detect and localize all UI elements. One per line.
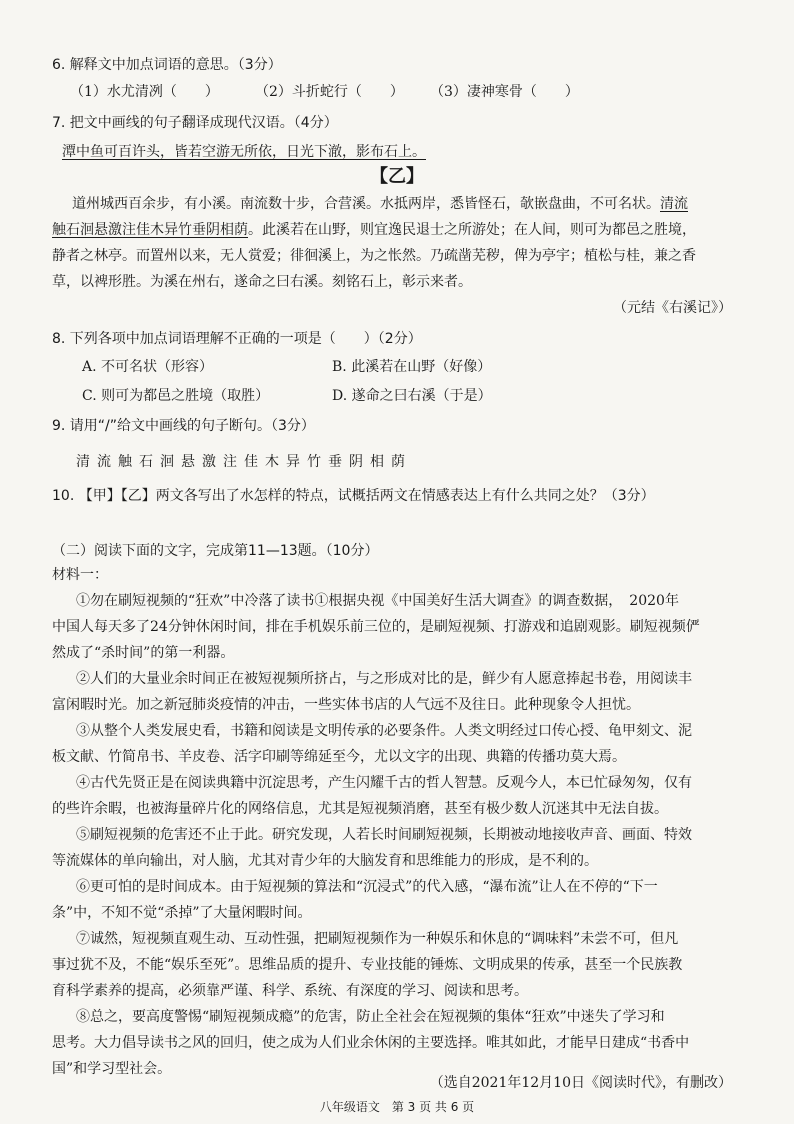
material-1-label: 材料一： (52, 567, 108, 583)
material-paragraph-5-line: 等流媒体的单向输出，对人脑，尤其对青少年的大脑发育和思维能力的形成，是不利的。 (52, 853, 598, 869)
question-9-sentence: 清流触石洄悬激注佳木异竹垂阴相荫 (76, 454, 412, 470)
question-8-stem: 8. 下列各项中加点词语理解不正确的一项是（ ）（2分） (52, 331, 422, 347)
material-paragraph-4-line: ④古代先贤正是在阅读典籍中沉淀思考，产生闪耀千古的哲人智慧。反观今人，本已忙碌匆匆，仅有 (76, 775, 692, 791)
question-6-item-3: （3）凄神寒骨（ ） (430, 84, 579, 100)
page-footer: 八年级语文 第 3 页 共 6 页 (319, 1100, 475, 1114)
passage-yi-text: 道州城西百余步，有小溪。南流数十步，合营溪。水抵两岸，悉皆怪石，欹嵌盘曲，不可名状。 (72, 196, 660, 212)
material-paragraph-1-line: 中国人每天多了24分钟休闲时间，排在手机娱乐前三位的，是刷短视频、打游戏和追剧观影。刷短视频俨 (52, 619, 700, 635)
question-6-item-2: （2）斗折蛇行（ ） (255, 84, 404, 100)
question-7-sentence: 潭中鱼可百许头，皆若空游无所依，日光下澈，影布石上。 (62, 144, 426, 160)
question-6-item-1: （1）水尤清冽（ ） (70, 84, 219, 100)
material-paragraph-3-line: 板文献、竹简帛书、羊皮卷、活字印刷等绵延至今，尤以文字的出现、典籍的传播功莫大焉。 (52, 749, 626, 765)
section-2-heading: （二）阅读下面的文字，完成第11—13题。（10分） (52, 543, 379, 559)
question-8-option-d: D. 遂命之曰右溪（于是） (332, 388, 492, 404)
question-8-option-c: C. 则可为都邑之胜境（取胜） (82, 388, 270, 404)
passage-yi-line-4: 草，以裨形胜。为溪在州右，遂命之曰右溪。刻铭石上，彰示来者。 (52, 274, 472, 290)
passage-yi-source: （元结《右溪记》） (613, 300, 732, 316)
material-paragraph-7-line: 育科学素养的提高，必须靠严谨、科学、系统、有深度的学习、阅读和思考。 (52, 983, 528, 999)
material-1-source: （选自2021年12月10日《阅读时代》，有删改） (429, 1075, 732, 1091)
passage-yi-line-2 (52, 221, 696, 239)
question-10-stem: 10. 【甲】【乙】两文各写出了水怎样的特点，试概括两文在情感表达上有什么共同之处？（3分） (52, 488, 655, 504)
question-9-stem: 9. 请用“/”给文中画线的句子断句。（3分） (52, 418, 315, 434)
passage-yi-underlined-start: 清流 (660, 196, 688, 212)
material-paragraph-3-line: ③从整个人类发展史看，书籍和阅读是文明传承的必要条件。人类文明经过口传心授、龟甲刻文、泥 (76, 723, 692, 739)
question-8-option-b: B. 此溪若在山野（好像） (332, 359, 492, 375)
passage-yi-underlined-sentence: 触石洄悬激注佳木异竹垂阴相荫 (52, 222, 248, 238)
question-7-stem: 7. 把文中画线的句子翻译成现代汉语。（4分） (52, 115, 338, 131)
passage-yi-line-1 (72, 195, 688, 213)
passage-yi-text: 。此溪若在山野，则宜逸民退士之所游处；在人间，则可为都邑之胜境， (248, 222, 696, 238)
material-paragraph-8-line: 思考。大力倡导读书之风的回归，使之成为人们业余休闲的主要选择。唯其如此，才能早日建成“书香中 (52, 1035, 690, 1051)
passage-yi-line-3: 静者之林亭。而置州以来，无人赏爱；徘徊溪上，为之怅然。乃疏凿芜秽，俾为亭宇；植松与桂，兼之香 (52, 248, 696, 264)
material-paragraph-6-line: ⑥更可怕的是时间成本。由于短视频的算法和“沉浸式”的代入感，“瀑布流”让人在不停的“下一 (76, 879, 658, 895)
material-paragraph-6-line: 条”中，不知不觉“杀掉”了大量闲暇时间。 (52, 905, 312, 921)
material-paragraph-5-line: ⑤刷短视频的危害还不止于此。研究发现，人若长时间刷短视频，长期被动地接收声音、画面、特效 (76, 827, 692, 843)
material-paragraph-7-line: 事过犹不及，不能“娱乐至死”。思维品质的提升、专业技能的锤炼、文明成果的传承，甚至一个民族教 (52, 957, 683, 973)
material-paragraph-2-line: ②人们的大量业余时间正在被短视频所挤占，与之形成对比的是，鲜少有人愿意捧起书卷，用阅读丰 (76, 671, 692, 687)
question-6-stem: 6. 解释文中加点词语的意思。（3分） (52, 57, 282, 73)
material-paragraph-2-line: 富闲暇时光。加之新冠肺炎疫情的冲击，一些实体书店的人气远不及往日。此种现象令人担忧。 (52, 697, 640, 713)
question-8-option-a: A. 不可名状（形容） (82, 359, 214, 375)
material-paragraph-8-line: 国”和学习型社会。 (52, 1061, 172, 1077)
material-paragraph-1-line: 然成了“杀时间”的第一利器。 (52, 645, 235, 661)
material-paragraph-8-line: ⑧总之，要高度警惕“刷短视频成瘾”的危害，防止全社会在短视频的集体“狂欢”中迷失了学习和 (76, 1009, 665, 1025)
material-paragraph-1-line: ①勿在刷短视频的“狂欢”中冷落了读书①根据央视《中国美好生活大调查》的调查数据， 2020年 (76, 593, 679, 609)
passage-yi-heading: 【乙】 (370, 166, 424, 187)
material-paragraph-4-line: 的些许余暇，也被海量碎片化的网络信息，尤其是短视频消磨，甚至有极少数人沉迷其中无法自拔。 (52, 801, 668, 817)
material-paragraph-7-line: ⑦诚然，短视频直观生动、互动性强，把刷短视频作为一种娱乐和休息的“调味料”未尝不可，但凡 (76, 931, 679, 947)
